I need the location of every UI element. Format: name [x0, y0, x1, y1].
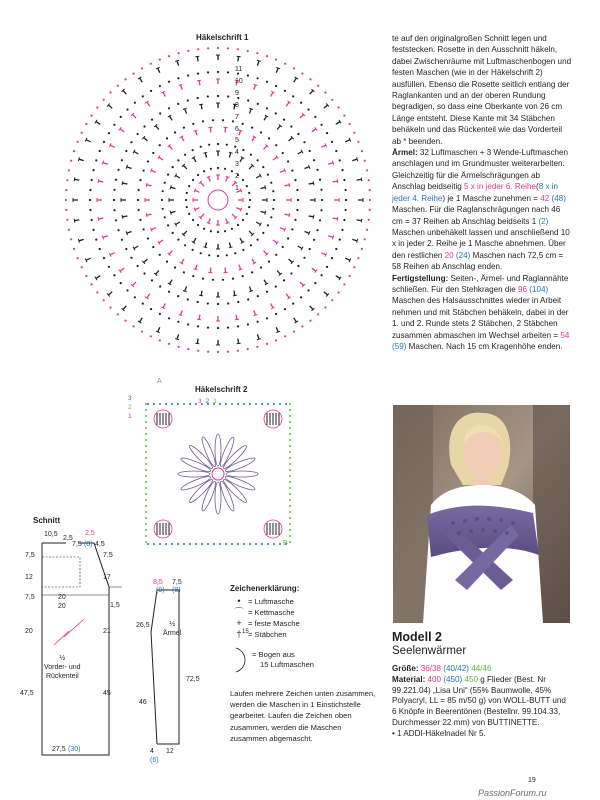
paragraph: te auf den originalgroßen Schnitt legen und feststecken. Rosette in den Ausschnitt häkeln, dabei Zwischenräume mit Luftmaschenbogen und festen Maschen (wie in der Häkelschrift 2) ausfüllen. Ebenso die Rosette seitlich entlang der Raglankanten und an der oberen Rundung begradigen, so dass eine Oberkante von 26 cm Länge entsteht. Diese Kante mit 34 Stäbchen behäkeln und das Rückenteil wie das Vorderteil ab * beenden. [392, 34, 572, 146]
crochet-chart-2 [118, 392, 318, 562]
text-run: ) je 1 Masche zunehmen = [442, 193, 539, 203]
text-run: 44/46 [471, 664, 492, 673]
model-title: Modell 2 [392, 630, 443, 644]
label-line: Vorder- und [44, 664, 81, 671]
slip-stitch-icon: ⌒ [234, 607, 244, 617]
arrow-b-label: B [283, 540, 288, 547]
dim-label: 7,5 [103, 552, 113, 559]
legend-note: Laufen mehrere Zeichen unten zusammen, werden die Maschen in 1 Einstichstelle gearbeitet. Laufen die Zeichen oben zusammen, werden die Maschen zusammen abgemascht. [230, 689, 376, 743]
body-part-label [44, 654, 81, 681]
dim-label: 46 [139, 699, 147, 706]
row-mark: 3 [128, 395, 132, 402]
text-run: 54 [560, 330, 570, 340]
dim-label: 20 [58, 603, 66, 610]
label-line: ½ [169, 621, 176, 628]
text-run: Seiten-, Ärmel- und Raglannähte schließen. Für den Stehkragen die [392, 273, 569, 294]
section-label: Ärmel: [392, 148, 418, 158]
text-run: 400 [427, 674, 442, 684]
legend-item [230, 629, 380, 640]
dim-label: 7,5 [172, 579, 182, 586]
dim-label: 20 [58, 594, 66, 601]
row-mark: 1 [213, 398, 217, 405]
dim-label: 7,5 [25, 594, 35, 601]
size-line [392, 664, 572, 675]
dim-label: 4,5 [95, 541, 105, 548]
legend-item [230, 618, 380, 629]
dim-label: 10,5 [44, 531, 58, 538]
row-number: 9 [235, 89, 239, 97]
text-run: 96 [517, 284, 527, 294]
dim-label: 4 [150, 748, 154, 755]
text-run: (40/42) [443, 664, 469, 673]
material-line [392, 675, 572, 729]
dim-label: 45 [103, 690, 111, 697]
chain-stitch-icon: • [237, 596, 241, 606]
row-number: 6 [235, 125, 239, 133]
text-run: 5 x in jeder 6. Reihe [464, 182, 536, 192]
schnitt-title: Schnitt [33, 516, 61, 525]
legend-text: 15 Luftmaschen [260, 660, 315, 669]
dim-label: 7,5 [72, 541, 82, 548]
page-number: 19 [528, 777, 536, 784]
dim-label: 12 [166, 748, 174, 755]
text-run: 450 [464, 674, 478, 684]
text-run: (450) [443, 674, 463, 684]
row-mark: 2 [205, 398, 210, 405]
text-run: 20 [444, 250, 454, 260]
dim-label: 21 [103, 628, 111, 635]
label-line: Ärmel [163, 630, 182, 637]
arc-number: 15 [242, 629, 249, 635]
row-mark: 3 [198, 398, 202, 405]
dim-label: 27,5 [52, 746, 66, 753]
paragraph [392, 147, 572, 272]
legend-text: = feste Masche [248, 619, 300, 628]
legend-item [230, 596, 380, 607]
dim-label: (6) [150, 757, 159, 764]
chain-arc-icon [230, 646, 252, 674]
row-number: 3 [235, 161, 239, 169]
row-number: 8 [235, 101, 239, 109]
text-run: 32 Luftmaschen + 3 Wende-Luftmaschen anschlagen und im Grundmuster weiterarbeiten. Gleichzeitig für die Ärmelschrägungen ab Anschlag beidseitig [392, 148, 568, 192]
legend [230, 583, 380, 744]
arrow-a-label: A [157, 378, 162, 385]
row-number: 7 [235, 113, 239, 121]
text-run: Maschen nach 72,5 cm = 58 Reihen ab Anschlag enden. [392, 250, 564, 272]
double-crochet-icon: † [236, 629, 242, 639]
dim-label: 26,5 [136, 622, 150, 629]
dim-label: (30) [68, 746, 81, 753]
dim-label: 47,5 [20, 690, 34, 697]
dim-label: 2,5 [85, 530, 95, 537]
dim-label: 7,5 [25, 552, 35, 559]
text-run: Maschen unbehäkelt lassen und anschließend 10 x in jeder 2. Reihe je 1 Masche abnehmen. Über den restlichen [392, 227, 570, 260]
row-number: 2 [235, 173, 239, 181]
paragraph [392, 273, 572, 353]
text-run: 8 x in jeder 4. Reihe [392, 182, 559, 203]
label-line: Rückenteil [45, 673, 79, 680]
dim-label: (9) [156, 587, 165, 594]
text-run: Maschen. Nach 15 cm Kragenhöhe enden. [408, 341, 563, 351]
dim-label: 20 [25, 628, 33, 635]
text-run: g Flieder (Best. Nr 99.221.04) „Lisa Uni“ (55% Baumwolle, 45% Polyacryl, LL = 85 m/50 g) von WOLL-BUTT und 6 Knöpfe in Beerentönen (Bestellnr. 99.104.33, Durchmesser 22 mm) von BUTTINETTE. [392, 674, 566, 727]
text-run: Maschen. Für die Raglanschrägungen nach 46 cm = 37 Reihen ab Anschlag beidseits 1 [392, 205, 561, 226]
dim-label: 17 [103, 574, 111, 581]
chart1-row-numbers [235, 64, 243, 195]
chart2-left-marks [128, 394, 132, 421]
row-number: 5 [235, 137, 239, 145]
text-run: (104) [529, 284, 549, 294]
section-label: Fertigstellung: [392, 273, 449, 283]
row-number: 4 [235, 149, 239, 157]
text-run: (59) [392, 341, 407, 351]
text-run: Maschen des Halsausschnittes wieder in Arbeit nehmen und mit Stäbchen behäkeln, dabei in der 1. und 2. Runde stets 2 Stäbchen, 2 Stäbchen zusammen abmaschen im Wechsel arbeiten = [392, 296, 569, 340]
dim-label: 12 [25, 574, 33, 581]
dim-label: 8,5 [153, 579, 163, 586]
legend-text: = Luftmasche [248, 597, 294, 606]
dim-label: 1,5 [110, 602, 120, 609]
legend-text: = Kettmasche [248, 608, 295, 617]
model-details [392, 664, 572, 740]
sleeve-pattern-drawing [145, 582, 205, 752]
watermark: PassionForum.ru [478, 788, 547, 798]
sleeve-part-label [163, 620, 181, 638]
chart2-title: Häkelschrift 2 [195, 385, 248, 394]
row-number: 10 [235, 77, 243, 85]
dim-label: (8) [84, 541, 93, 548]
model-subtitle: Seelenwärmer [392, 645, 467, 657]
legend-text: = Stäbchen [248, 630, 287, 639]
model-photo-illustration [393, 405, 570, 623]
needle-line: • 1 ADDI-Häkelnadel Nr 5. [392, 728, 486, 738]
crochet-chart-1 [50, 40, 380, 360]
instructions-text [392, 33, 572, 352]
text-run: (48) [551, 193, 566, 203]
section-label: Material: [392, 674, 426, 684]
single-crochet-icon: + [236, 618, 242, 628]
dim-label: (8) [172, 587, 181, 594]
section-label: Größe: [392, 664, 419, 673]
dim-label: 2,5 [63, 535, 73, 542]
dim-label: 72,5 [186, 676, 200, 683]
row-mark: 1 [128, 413, 132, 420]
legend-item [230, 607, 380, 618]
chart1-title: Häkelschrift 1 [196, 33, 249, 42]
row-number: 1 [235, 185, 239, 193]
label-line: ½ [59, 655, 66, 662]
text-run: (24) [455, 250, 471, 260]
row-mark: 2 [128, 404, 132, 411]
text-run: 42 [540, 193, 550, 203]
row-number: 11 [235, 66, 243, 73]
legend-text: = Bogen aus [252, 650, 295, 659]
chart2-top-marks [198, 398, 217, 405]
text-run: 36/38 [420, 664, 442, 673]
body-pattern-drawing [14, 527, 134, 762]
legend-title: Zeichenerklärung: [230, 584, 300, 593]
model-photo [393, 405, 570, 623]
text-run: ( [536, 182, 539, 192]
text-run: (2) [538, 216, 549, 226]
